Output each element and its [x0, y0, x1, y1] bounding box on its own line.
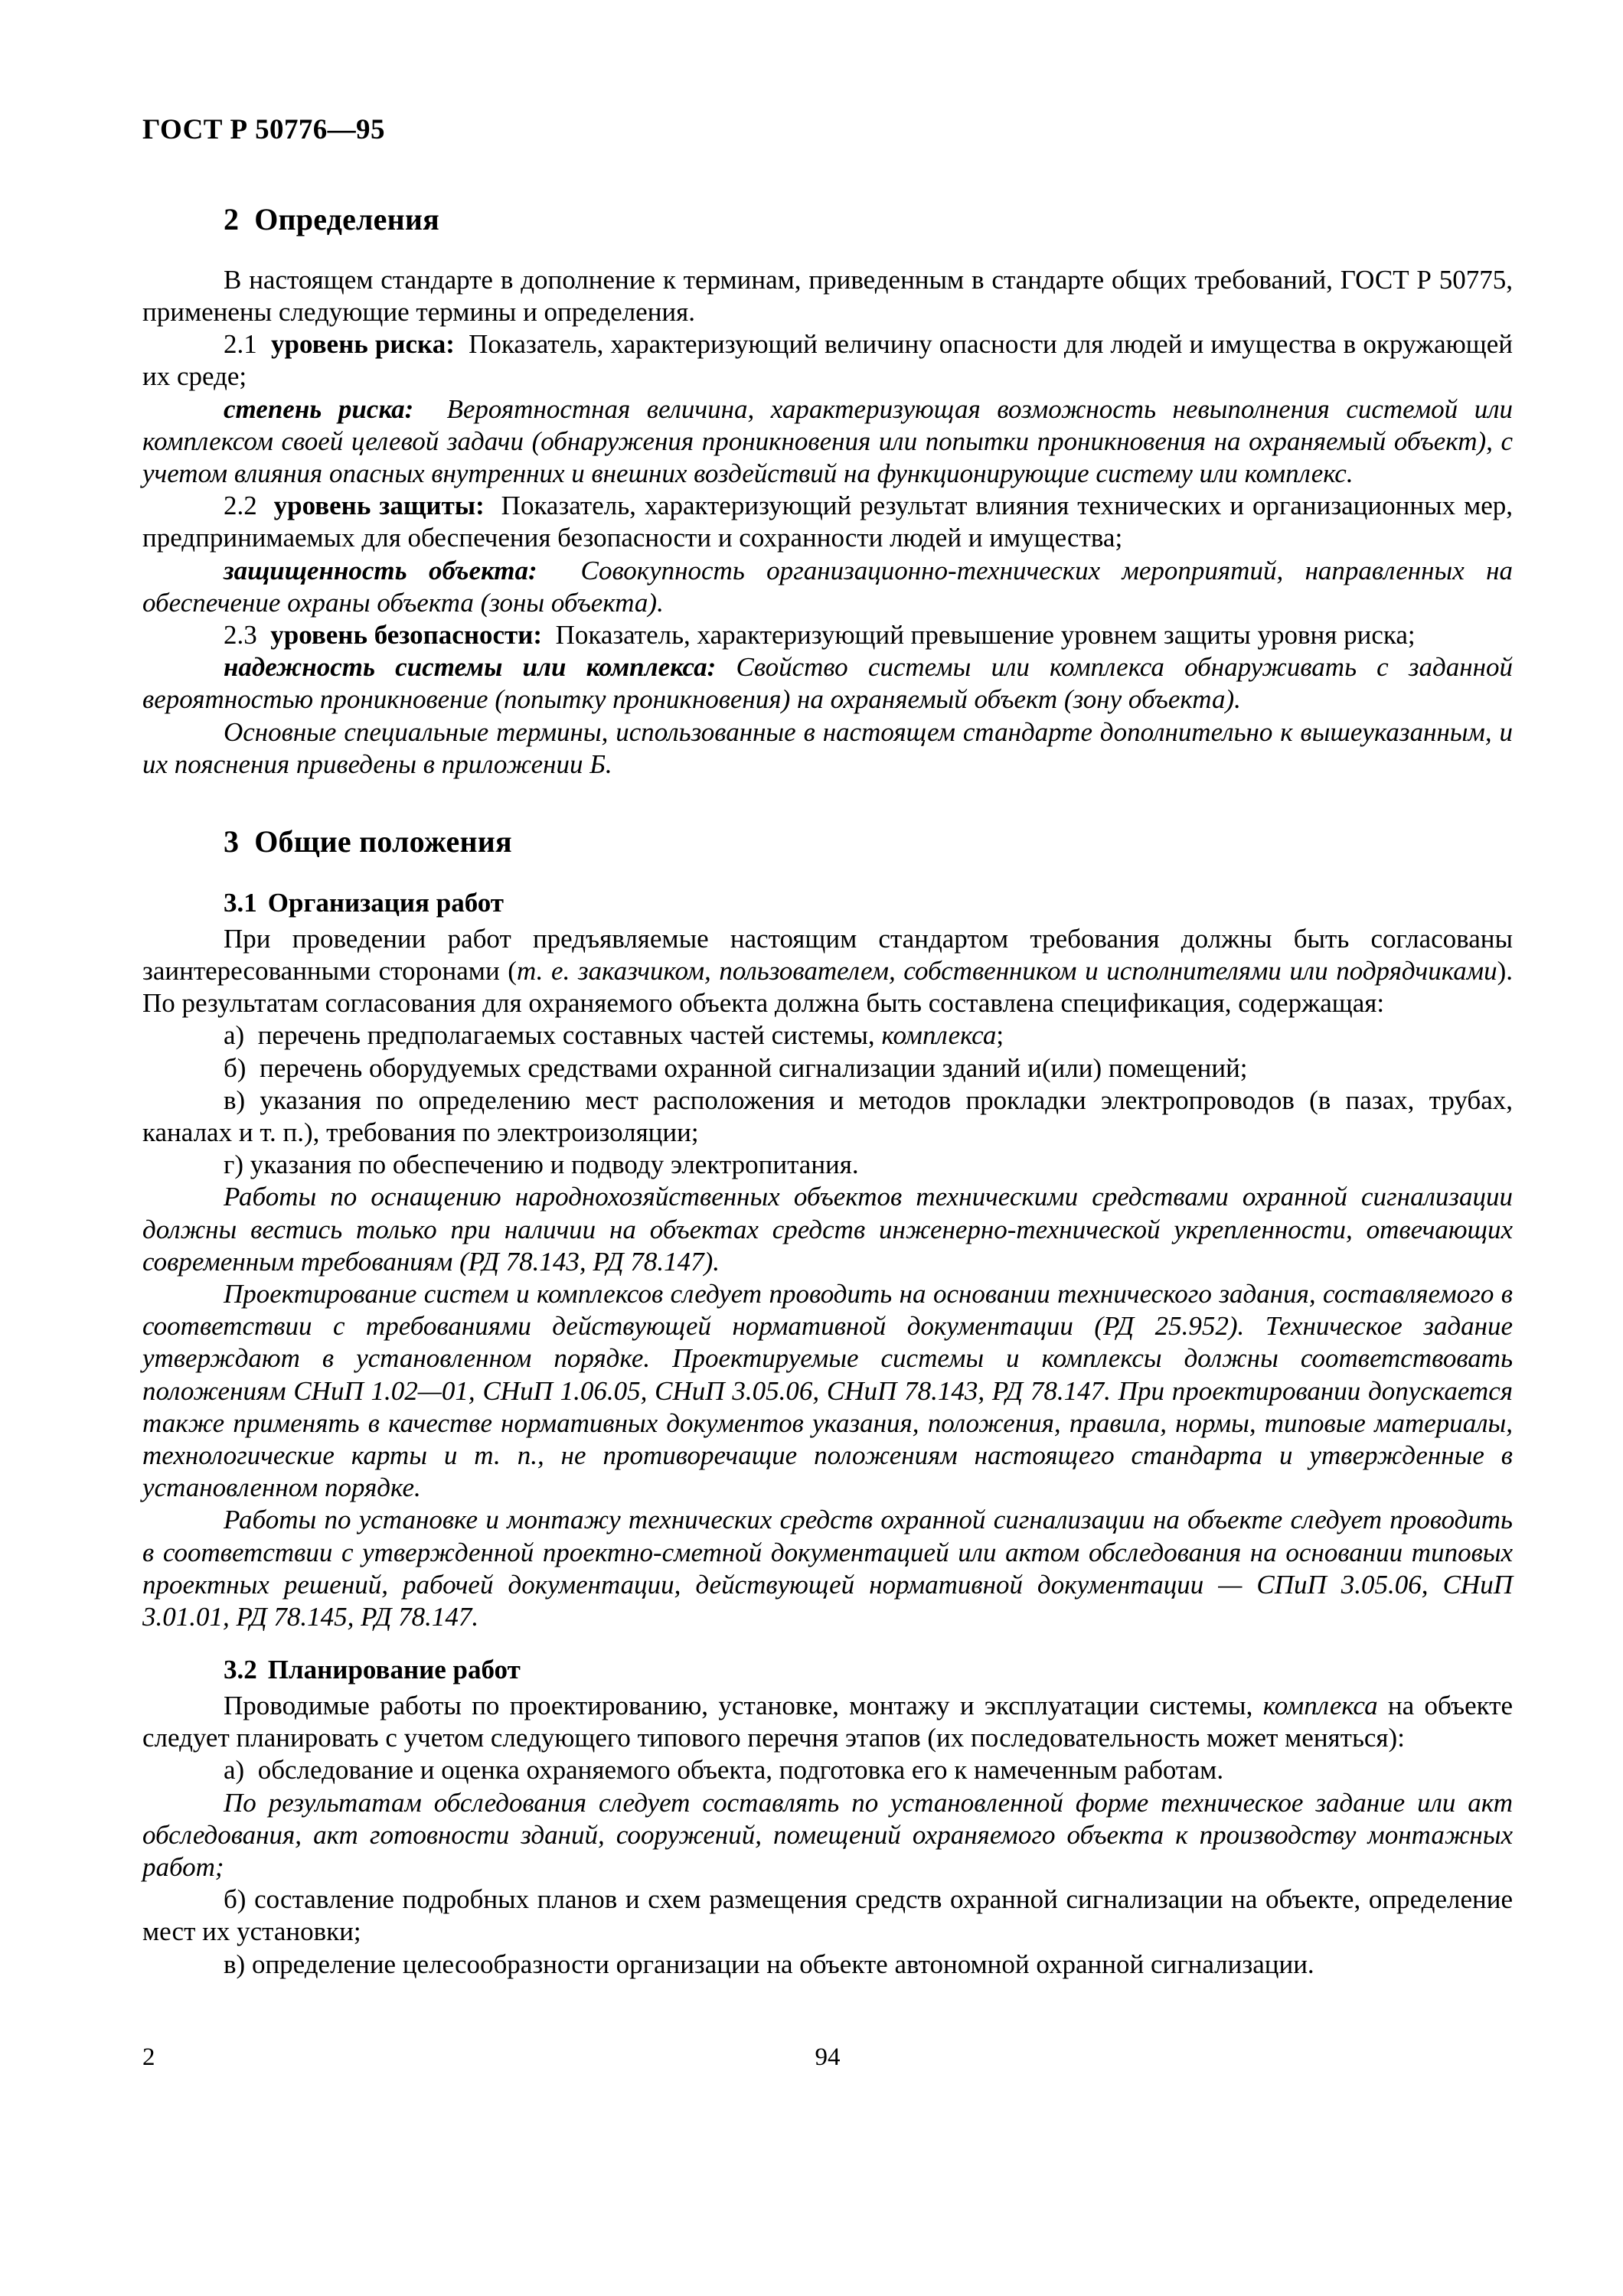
folio-center: 94: [815, 2043, 841, 2071]
org-works-equipment-paragraph: Работы по оснащению народнохозяйственных объектов техническими средствами охранной сигнализации должны вестись только при наличии на объектах средств инженерно-технической укрепленности, отвечающих современным требованиям (РД 78.143, РД 78.147).: [142, 1182, 1513, 1277]
definitions-intro: [142, 264, 1513, 328]
planning-para1-part1: Проводимые работы по проектированию, установке, монтажу и эксплуатации системы,: [224, 1690, 1263, 1720]
org-works-item-b: [142, 1052, 1513, 1084]
term-2-2-label: уровень защиты:: [273, 491, 485, 521]
org-works-item-b-text: перечень оборудуемых средствами охранной сигнализации зданий и(или) помещений;: [259, 1052, 1248, 1083]
org-works-design-paragraph: Проектирование систем и комплексов следует проводить на основании технического задания, составляемого в соответствии с требованиями действующей нормативной документации (РД 25.952). Техническое задание утверждают в установленном порядке. Проектируемые системы и комплексы должны соответствовать положениям СНиП 1.02—01, СНиП 1.06.05, СНиП 3.05.06, СНиП 78.143, РД 78.147. При проектировании допускается также применять в качестве нормативных документов указания, положения, правила, нормы, типовые материалы, технологические карты и т. п., не противоречащие положениям настоящего стандарта и утвержденные в установленном порядке.: [142, 1278, 1513, 1503]
org-works-item-v-marker: в): [224, 1084, 246, 1115]
section-heading-general: [142, 823, 1513, 860]
section-number: 2: [224, 201, 240, 236]
planning-item-v: [142, 1949, 1513, 1981]
org-works-para1-part1: При проведении работ предъявляемые настоящим стандартом требования должны быть согласованы заинтересованными сторонами (: [142, 923, 1513, 986]
section-title-text: Определения: [254, 201, 439, 236]
term-2-3: [142, 619, 1513, 651]
term-2-3-definition: Показатель, характеризующий превышение уровнем защиты уровня риска;: [555, 619, 1416, 650]
planning-item-a-text: обследование и оценка охраняемого объекта, подготовка его к намеченным работам.: [257, 1755, 1224, 1786]
planning-item-a: [142, 1754, 1513, 1786]
definitions-intro-line2: ГОСТ Р 50775, применены следующие термины и определения.: [142, 264, 1513, 327]
term-2-2: [142, 490, 1513, 554]
term-2-2-number: 2.2: [224, 491, 257, 521]
org-works-item-g-text: указания по обеспечению и подводу электропитания.: [250, 1150, 859, 1180]
subsection-title-org-works: Организация работ: [267, 887, 504, 918]
planning-item-v-marker: в): [224, 1949, 246, 1979]
term-2-1: [142, 328, 1513, 393]
org-works-item-v: [142, 1084, 1513, 1149]
planning-paragraph: [142, 1690, 1513, 1754]
org-works-item-a: [142, 1019, 1513, 1052]
org-works-item-a-italic: комплекса: [881, 1020, 997, 1051]
term-2-1-number: 2.1: [224, 329, 257, 360]
subsection-heading-planning: [142, 1653, 1513, 1687]
section-number-general: 3: [224, 823, 240, 859]
org-works-install-paragraph: Работы по установке и монтажу технических средств охранной сигнализации на объекте следует проводить в соответствии с утвержденной проектно-сметной документацией или актом обследования на основании типовых проектных решений, рабочей документации, действующей нормативной документации — СПиП 3.05.06, СНиП 3.01.01, РД 78.145, РД 78.147.: [142, 1505, 1513, 1632]
org-works-item-a-tail: ;: [996, 1020, 1004, 1051]
planning-item-a-marker: а): [224, 1755, 245, 1786]
planning-item-v-text: определение целесообразности организации на объекте автономной охранной сигнализации.: [251, 1949, 1314, 1979]
term-object-protection-label: защищенность объекта:: [224, 555, 537, 585]
term-risk-degree-label: степень риска:: [224, 393, 414, 424]
subsection-heading-org-works: [142, 886, 1513, 920]
org-works-item-g: [142, 1149, 1513, 1181]
definitions-closing-note: Основные специальные термины, использованные в настоящем стандарте дополнительно к вышеуказанным, и их пояснения приведены в приложении Б.: [142, 716, 1513, 779]
planning-para1-part2: на объекте следует планировать с учетом следующего типового перечня этапов (их последовательность может меняться):: [142, 1690, 1513, 1753]
folio-left: 2: [142, 2043, 155, 2071]
term-2-3-number: 2.3: [224, 619, 257, 650]
org-works-para1-italic: т. е. заказчиком, пользователем, собственником и исполнителями или подрядчиками: [516, 955, 1497, 986]
term-2-1-definition: Показатель, характеризующий величину опасности для людей и имущества в окружающей их среде;: [142, 329, 1514, 392]
planning-para1-italic: комплекса: [1262, 1690, 1378, 1720]
definitions-intro-line1: В настоящем стандарте в дополнение к терминам, приведенным в стандарте общих требований,: [224, 264, 1333, 295]
running-head: ГОСТ Р 50776—95: [142, 114, 385, 145]
planning-item-b-marker: б): [224, 1884, 247, 1915]
org-works-para1-part2: ). По результатам согласования для охраняемого объекта должна быть составлена спецификация, содержащая:: [142, 955, 1513, 1019]
term-risk-degree-definition: Вероятностная величина, характеризующая возможность невыполнения системой или комплексом своей целевой задачи (обнаружения проникновения или попытки проникновения на охраняемый объект), с учетом влияния опасных внутренних и внешних воздействий на функционирующие систему или комплекс.: [142, 393, 1513, 488]
org-works-item-a-text: перечень предполагаемых составных частей системы,: [257, 1020, 882, 1051]
term-2-1-label: уровень риска:: [271, 329, 455, 360]
org-works-paragraph: [142, 923, 1513, 1020]
org-works-item-g-marker: г): [224, 1150, 244, 1180]
term-2-2-definition: Показатель, характеризующий результат влияния технических и организационных мер, предпринимаемых для обеспечения безопасности и сохранности людей и имущества;: [142, 491, 1514, 553]
term-reliability: [142, 651, 1513, 716]
subsection-title-planning: Планирование работ: [267, 1655, 521, 1685]
term-risk-degree: [142, 393, 1513, 491]
term-reliability-label: надежность системы или комплекса:: [224, 652, 717, 683]
term-object-protection: [142, 555, 1513, 619]
planning-item-b-text: составление подробных планов и схем размещения средств охранной сигнализации на объекте, определение мест их установки;: [142, 1884, 1513, 1947]
section-title-text-general: Общие положения: [254, 823, 512, 859]
term-2-3-label: уровень безопасности:: [270, 619, 543, 650]
page-content: [142, 115, 1513, 1981]
subsection-number-planning: 3.2: [224, 1655, 257, 1685]
org-works-item-b-marker: б): [224, 1052, 247, 1083]
planning-survey-paragraph: По результатам обследования следует составлять по установленной форме техническое задание или акт обследования, акт готовности зданий, сооружений, помещений охраняемого объекта к производству монтажных работ;: [142, 1787, 1513, 1882]
org-works-item-v-text: указания по определению мест расположения и методов прокладки электропроводов (в пазах, трубах, каналах и т. п.), требования по электроизоляции;: [142, 1084, 1513, 1147]
section-heading-definitions: [142, 201, 1513, 238]
subsection-number-org-works: 3.1: [224, 887, 257, 918]
term-object-protection-definition: Совокупность организационно-технических мероприятий, направленных на обеспечение охраны объекта (зоны объекта).: [142, 555, 1513, 618]
org-works-item-a-marker: а): [224, 1020, 245, 1051]
planning-item-b: [142, 1883, 1513, 1948]
term-reliability-definition: Свойство системы или комплекса обнаруживать с заданной вероятностью проникновение (попытку проникновения) на охраняемый объект (зону объекта).: [142, 652, 1513, 715]
